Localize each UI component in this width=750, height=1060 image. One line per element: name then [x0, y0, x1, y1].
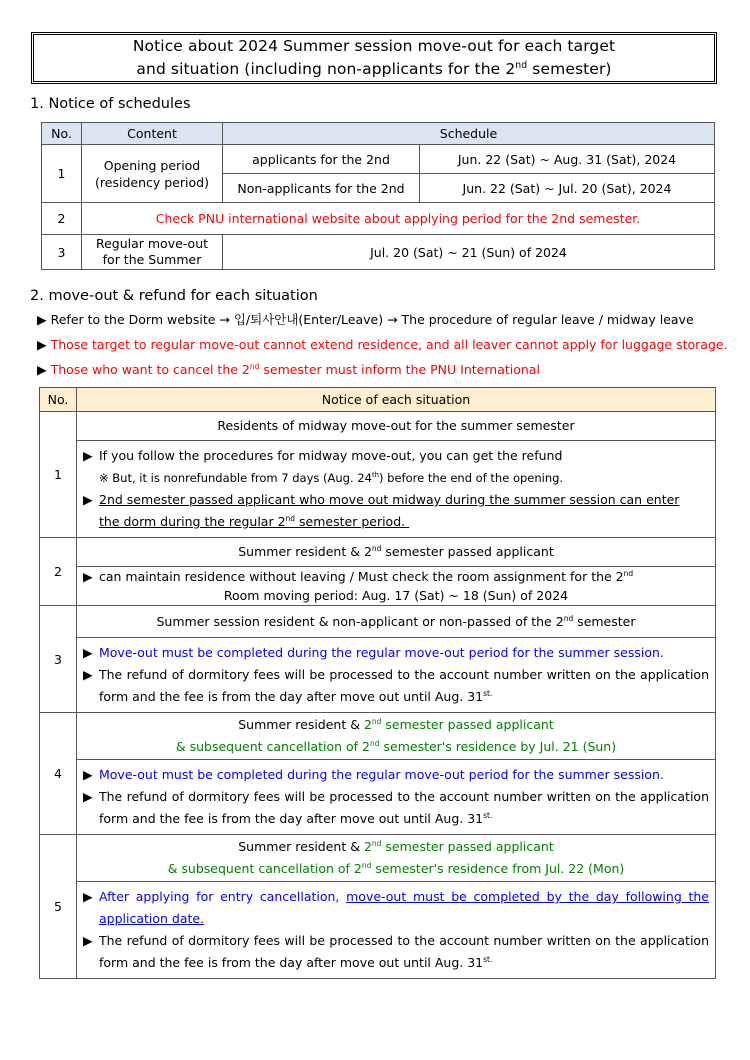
heading-line	[77, 736, 715, 758]
bullet-arrow-icon: ▶	[37, 337, 47, 352]
bullet-line	[83, 489, 709, 511]
bullet-text-part: can maintain residence without leaving / Must check the room assignment for the 2	[99, 569, 624, 584]
room-moving-period: Room moving period: Aug. 17 (Sat) ~ 18 (Sun) of 2024	[223, 588, 569, 603]
situation-no: 2	[40, 538, 77, 606]
heading-text-end: semester passed applicant	[381, 544, 554, 559]
bullet-item	[37, 335, 728, 360]
situation-row	[40, 835, 716, 882]
situation-row	[40, 606, 716, 638]
heading-text: & subsequent cancellation of 2	[175, 739, 371, 754]
situation-row	[40, 412, 716, 441]
schedule-header-row	[42, 123, 715, 145]
situation-body	[77, 567, 716, 606]
situation-body	[77, 760, 716, 835]
heading-text: Summer session resident & non-applicant or non-passed of the 2	[156, 613, 564, 629]
superscript: nd	[370, 738, 380, 748]
row-note: Check PNU international website about applying period for the 2nd semester.	[82, 203, 715, 235]
superscript: nd	[515, 59, 528, 71]
bullet-line	[83, 786, 709, 830]
title-line-1: Notice about 2024 Summer session move-out for each target	[132, 37, 616, 55]
situation-row	[40, 538, 716, 567]
header-no: No.	[40, 388, 77, 412]
notice-title	[31, 32, 717, 84]
situation-body-row	[40, 760, 716, 835]
bullet-line	[83, 567, 709, 586]
row-target: Non-applicants for the 2nd	[223, 174, 420, 203]
bullet-text	[99, 664, 709, 708]
superscript: nd	[371, 838, 382, 848]
bullet-text: If you follow the procedures for midway move-out, you can get the refund	[99, 448, 563, 463]
bullet-text-part: The refund of dormitory fees will be processed to the account number written on the application form and the fee is from the day after move out until Aug. 31	[99, 933, 709, 970]
heading-line	[77, 714, 715, 736]
situation-no: 5	[40, 835, 77, 979]
heading-text: Summer resident &	[238, 717, 364, 732]
situation-body-row	[40, 441, 716, 538]
header-schedule: Schedule	[223, 123, 715, 145]
bullet-arrow-icon: ▶	[83, 933, 93, 948]
row-date: Jun. 22 (Sat) ~ Jul. 20 (Sat), 2024	[420, 174, 715, 203]
content-line: (residency period)	[95, 174, 209, 190]
bullet-line	[83, 930, 709, 974]
superscript: nd	[249, 361, 260, 371]
bullet-text: Refer to the Dorm website → 입/퇴사안내(Enter/Leave) → The procedure of regular leave / midway leave	[50, 312, 694, 327]
bullet-text: Those target to regular move-out cannot extend residence, and all leaver cannot apply for luggage storage.	[50, 337, 728, 352]
situation-no: 4	[40, 713, 77, 835]
bullet-item	[37, 310, 728, 335]
situation-heading	[77, 713, 716, 760]
bullet-arrow-icon: ▶	[37, 312, 47, 327]
content-line: Opening period	[103, 157, 201, 173]
situation-table	[39, 387, 716, 979]
heading-text-end: semester's residence by Jul. 21 (Sun)	[379, 739, 617, 754]
heading-green	[364, 839, 554, 854]
bullet-line	[83, 642, 709, 664]
situation-heading	[77, 538, 716, 567]
heading-line	[77, 858, 715, 880]
bullet-arrow-icon: ▶	[83, 789, 93, 804]
title-line-2-text: and situation (including non-applicants for the 2	[136, 60, 516, 78]
header-no: No.	[42, 123, 82, 145]
row-date: Jul. 20 (Sat) ~ 21 (Sun) of 2024	[223, 235, 715, 270]
bullet-arrow-icon: ▶	[83, 492, 93, 507]
schedule-row	[42, 203, 715, 235]
title-line-2	[136, 58, 611, 81]
situation-row	[40, 713, 716, 760]
bullet-line	[83, 664, 709, 708]
heading-text: & subsequent cancellation of 2	[167, 861, 362, 876]
content-line: for the Summer	[102, 252, 202, 267]
bullet-text-part: The refund of dormitory fees will be processed to the account number written on the application form and the fee is from the day after move out until Aug. 31	[99, 789, 709, 826]
note-line	[83, 467, 709, 489]
bullet-text	[99, 886, 709, 930]
title-line-2-end: semester)	[527, 60, 612, 78]
header-content: Content	[82, 123, 223, 145]
note-text-end: ) before the end of the opening.	[379, 471, 564, 485]
superscript: nd	[371, 543, 382, 553]
bullet-arrow-icon: ▶	[83, 667, 93, 682]
row-target: applicants for the 2nd	[223, 145, 420, 174]
bullet-arrow-icon: ▶	[83, 889, 93, 904]
situation-no: 3	[40, 606, 77, 713]
bullet-item	[37, 360, 728, 385]
situation-no: 1	[40, 412, 77, 538]
bullet-line	[83, 886, 709, 930]
superscript: nd	[563, 613, 574, 623]
bullet-text: the dorm during the regular 2	[99, 514, 286, 529]
bullet-arrow-icon: ▶	[83, 569, 93, 584]
bullet-text-part: The refund of dormitory fees will be processed to the account number written on the application form and the fee is from the day after move out until Aug. 31	[99, 667, 709, 704]
row-content	[82, 145, 223, 203]
schedule-row	[42, 235, 715, 270]
heading-green-text: 2	[363, 717, 372, 732]
bullet-text-part: After applying for entry cancellation,	[99, 889, 347, 904]
bullet-text: Move-out must be completed during the regular move-out period for the summer session.	[99, 645, 664, 660]
bullet-arrow-icon: ▶	[83, 767, 93, 782]
superscript: nd	[361, 860, 372, 870]
situation-body	[77, 441, 716, 538]
situation-body-row	[40, 638, 716, 713]
situation-header-row	[40, 388, 716, 412]
situation-heading	[77, 835, 716, 882]
bullet-arrow-icon: ▶	[83, 645, 93, 660]
situation-heading: Residents of midway move-out for the summer semester	[77, 412, 716, 441]
bullet-text	[99, 567, 633, 586]
bullet-continuation	[83, 511, 409, 533]
heading-text-end: semester	[573, 613, 636, 629]
superscript: nd	[285, 513, 296, 523]
superscript: nd	[371, 716, 382, 726]
situation-body	[77, 638, 716, 713]
situation-heading	[77, 606, 716, 638]
heading-green	[364, 717, 554, 732]
bullet-text: 2nd semester passed applicant who move out midway during the summer session can enter	[99, 492, 680, 507]
heading-green-end: semester passed applicant	[381, 717, 554, 732]
bullet-text-end: semester period.	[295, 514, 406, 529]
bullet-text	[99, 786, 709, 830]
superscript: nd	[623, 568, 634, 578]
bullet-text: Move-out must be completed during the regular move-out period for the summer session.	[99, 767, 664, 782]
heading-line	[77, 836, 715, 858]
heading-text: Summer resident &	[238, 839, 364, 854]
superscript: st.	[483, 954, 493, 964]
situation-body-row	[40, 882, 716, 979]
row-no: 1	[42, 145, 82, 203]
superscript: st.	[483, 810, 493, 820]
bullet-line	[83, 445, 709, 467]
bullet-text	[99, 930, 709, 974]
bullet-arrow-icon: ▶	[37, 362, 47, 377]
row-no: 3	[42, 235, 82, 270]
heading-green-end: semester passed applicant	[381, 839, 554, 854]
bullet-list	[37, 310, 728, 385]
heading-text: Summer resident & 2	[238, 544, 372, 559]
superscript: th	[371, 471, 380, 480]
section-2-heading: 2. move-out & refund for each situation	[30, 288, 318, 304]
row-date: Jun. 22 (Sat) ~ Aug. 31 (Sat), 2024	[420, 145, 715, 174]
row-content	[82, 235, 223, 270]
schedule-table	[41, 122, 715, 270]
schedule-row	[42, 145, 715, 174]
bullet-line	[83, 764, 709, 786]
situation-body-row	[40, 567, 716, 606]
heading-text-end: semester's residence from Jul. 22 (Mon)	[371, 861, 625, 876]
row-no: 2	[42, 203, 82, 235]
bullet-text-end: semester must inform the PNU International	[259, 362, 540, 377]
content-line: Regular move-out	[95, 236, 209, 251]
superscript: st.	[483, 688, 493, 698]
section-1-heading: 1. Notice of schedules	[30, 96, 191, 112]
header-notice: Notice of each situation	[77, 388, 716, 412]
heading-green-text: 2	[363, 839, 372, 854]
situation-body	[77, 882, 716, 979]
bullet-text: Those who want to cancel the 2	[50, 362, 250, 377]
bullet-text-underlined: move-out must be completed by the day following the application date.	[99, 889, 709, 926]
note-text: ※ But, it is nonrefundable from 7 days (Aug. 24	[99, 471, 372, 485]
bullet-arrow-icon: ▶	[83, 448, 93, 463]
